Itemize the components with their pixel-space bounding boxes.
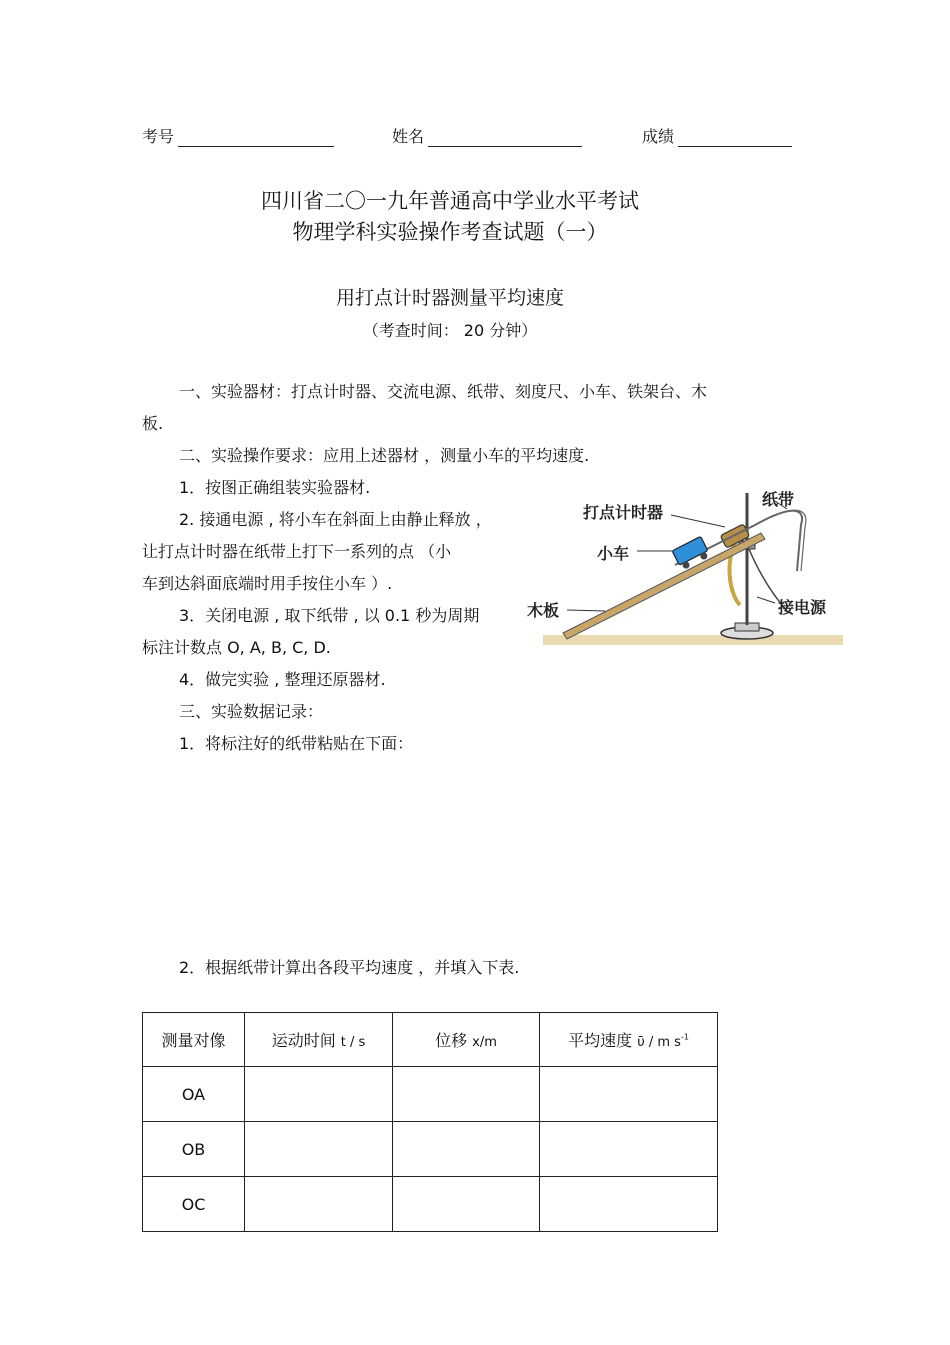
label-timer: 打点计时器 [583,503,664,522]
exam-number-field[interactable] [142,124,334,147]
header-object [143,1013,245,1067]
label-board: 木板 [527,601,560,620]
header-velocity-exponent: -1 [680,1032,689,1042]
step1-text: 1．按图正确组装实验器材. [179,478,371,497]
score-field[interactable] [642,124,792,147]
velocity-table [142,1012,718,1232]
exam-duration: （考查时间： 20 分钟） [362,321,538,340]
exam-subtitle: 物理学科实验操作考查试题（一） [292,220,608,244]
score-blank[interactable] [678,128,792,147]
section2-heading: 二、实验操作要求：应用上述器材 ，测量小车的平均速度. [179,446,590,465]
section3-heading: 三、实验数据记录： [179,702,324,721]
step2-text-line3: 车到达斜面底端时用手按住小车 ）. [142,574,393,593]
cell-oc-time[interactable] [245,1177,393,1232]
section3-item2: 2．根据纸带计算出各段平均速度 ，并填入下表. [179,958,520,977]
label-tape: 纸带 [762,490,795,509]
table-row [143,1177,718,1232]
cart-body [672,536,708,565]
header-velocity-label: 平均速度 [568,1031,633,1050]
label-cart: 小车 [597,544,630,563]
exam-number-label: 考号 [142,127,175,146]
row-label-oc: OC [143,1177,245,1232]
name-label: 姓名 [392,127,425,146]
header-object-label: 测量对像 [161,1031,226,1050]
header-time [245,1013,393,1067]
section1-line2: 板. [142,414,164,433]
cell-oc-displacement[interactable] [393,1177,540,1232]
table-row [143,1122,718,1177]
cell-oa-time[interactable] [245,1067,393,1122]
row-label-oa: OA [143,1067,245,1122]
score-label: 成绩 [642,127,675,146]
board-leader-line [567,610,605,611]
name-blank[interactable] [428,128,582,147]
exam-number-blank[interactable] [178,128,334,147]
timer-leader-line [671,515,725,527]
step2-text-line2: 让打点计时器在纸带上打下一系列的点 （小 [142,542,452,561]
step2-text-line1: 2. 接通电源 , 将小车在斜面上由静止释放 ， [179,510,492,529]
name-field[interactable] [392,124,582,147]
header-displacement-unit: x/m [472,1035,497,1050]
step4-text: 4．做完实验 , 整理还原器材. [179,670,386,689]
cell-oa-displacement[interactable] [393,1067,540,1122]
cell-oa-velocity[interactable] [540,1067,718,1122]
table-row [143,1067,718,1122]
header-velocity [540,1013,718,1067]
section1-line1: 一、实验器材：打点计时器、交流电源、纸带、刻度尺、小车、铁架台、木 [179,382,708,401]
header-time-label: 运动时间 [271,1031,336,1050]
table-header-row [143,1013,718,1067]
section3-item1: 1．将标注好的纸带粘贴在下面： [179,734,414,753]
cell-ob-displacement[interactable] [393,1122,540,1177]
step3-text-line1: 3．关闭电源 , 取下纸带 , 以 0.1 秒为周期 [179,606,480,625]
header-displacement [393,1013,540,1067]
header-velocity-unit: ῡ / m s [637,1035,681,1050]
exam-title: 四川省二〇一九年普通高中学业水平考试 [261,189,639,213]
row-label-ob: OB [143,1122,245,1177]
header-displacement-label: 位移 [435,1031,468,1050]
header-time-unit: t / s [340,1035,366,1050]
power-leader-line [757,597,775,603]
cell-ob-velocity[interactable] [540,1122,718,1177]
cell-ob-time[interactable] [245,1122,393,1177]
experiment-title: 用打点计时器测量平均速度 [335,287,564,309]
tape-paste-area [142,762,742,942]
apparatus-diagram [525,485,850,650]
label-power: 接电源 [778,598,827,617]
cell-oc-velocity[interactable] [540,1177,718,1232]
step3-text-line2: 标注计数点 O, A, B, C, D. [142,638,331,657]
ground-surface [543,635,843,645]
